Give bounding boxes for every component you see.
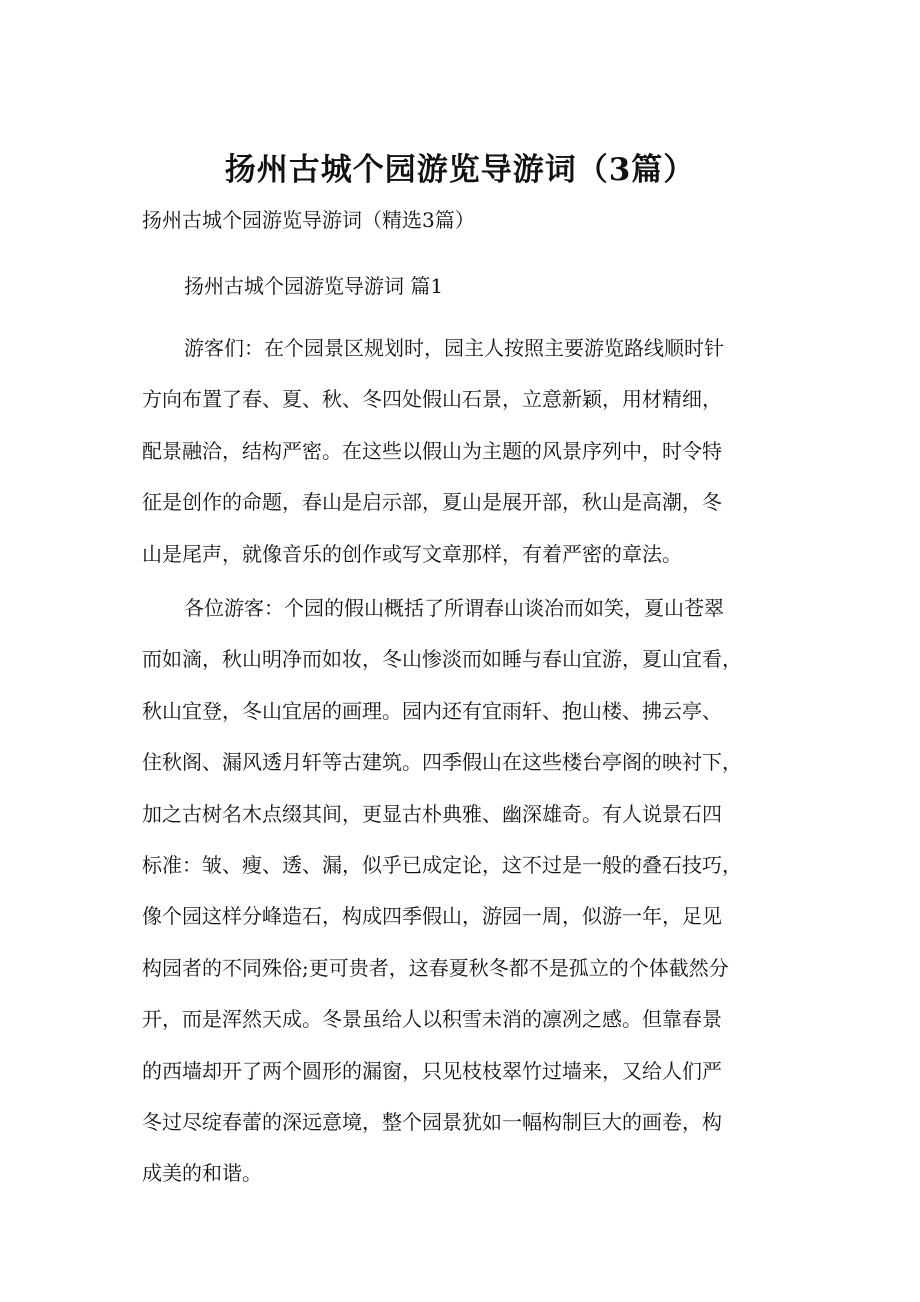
paragraph-line: 山是尾声，就像音乐的创作或写文章那样，有着严密的章法。 bbox=[142, 541, 682, 566]
paragraph-line: 而如滴，秋山明净而如妆，冬山惨淡而如睡与春山宜游，夏山宜看， bbox=[142, 647, 742, 672]
section-heading: 扬州古城个园游览导游词 篇1 bbox=[184, 274, 444, 298]
paragraph-line: 标准：皱、瘦、透、漏，似乎已成定论，这不过是一般的叠石技巧， bbox=[142, 852, 742, 877]
document-subtitle: 扬州古城个园游览导游词（精选3篇） bbox=[142, 208, 475, 232]
paragraph-line: 游客们：在个园景区规划时，园主人按照主要游览路线顺时针 bbox=[184, 336, 724, 360]
paragraph-line: 构园者的不同殊俗;更可贵者，这春夏秋冬都不是孤立的个体截然分 bbox=[142, 955, 729, 980]
paragraph-line: 成美的和谐。 bbox=[142, 1161, 262, 1186]
paragraph-line: 冬过尽绽春蕾的深远意境，整个园景犹如一幅构制巨大的画卷，构 bbox=[142, 1109, 722, 1134]
paragraph-line: 住秋阁、漏风透月轩等古建筑。四季假山在这些楼台亭阁的映衬下， bbox=[142, 750, 742, 775]
paragraph-line: 征是创作的命题，春山是启示部，夏山是展开部，秋山是高潮，冬 bbox=[142, 490, 722, 515]
paragraph-1 bbox=[142, 330, 724, 587]
paragraph-line: 开，而是浑然天成。冬景虽给人以积雪未消的凛冽之感。但靠春景 bbox=[142, 1007, 722, 1032]
paragraph-line: 各位游客：个园的假山概括了所谓春山谈冶而如笑，夏山苍翠 bbox=[184, 596, 724, 620]
document-title: 扬州古城个园游览导游词（3篇） bbox=[224, 152, 696, 188]
paragraph-line: 的西墙却开了两个圆形的漏窗，只见枝枝翠竹过墙来，又给人们严 bbox=[142, 1058, 722, 1083]
paragraph-line: 像个园这样分峰造石，构成四季假山，游园一周，似游一年，足见 bbox=[142, 904, 722, 929]
paragraph-line: 秋山宜登，冬山宜居的画理。园内还有宜雨轩、抱山楼、拂云亭、 bbox=[142, 698, 722, 723]
paragraph-line: 加之古树名木点缀其间，更显古朴典雅、幽深雄奇。有人说景石四 bbox=[142, 801, 722, 826]
paragraph-line: 方向布置了春、夏、秋、冬四处假山石景，立意新颖，用材精细， bbox=[142, 387, 722, 412]
paragraph-2 bbox=[142, 590, 742, 1207]
paragraph-line: 配景融洽，结构严密。在这些以假山为主题的风景序列中，时令特 bbox=[142, 438, 722, 463]
